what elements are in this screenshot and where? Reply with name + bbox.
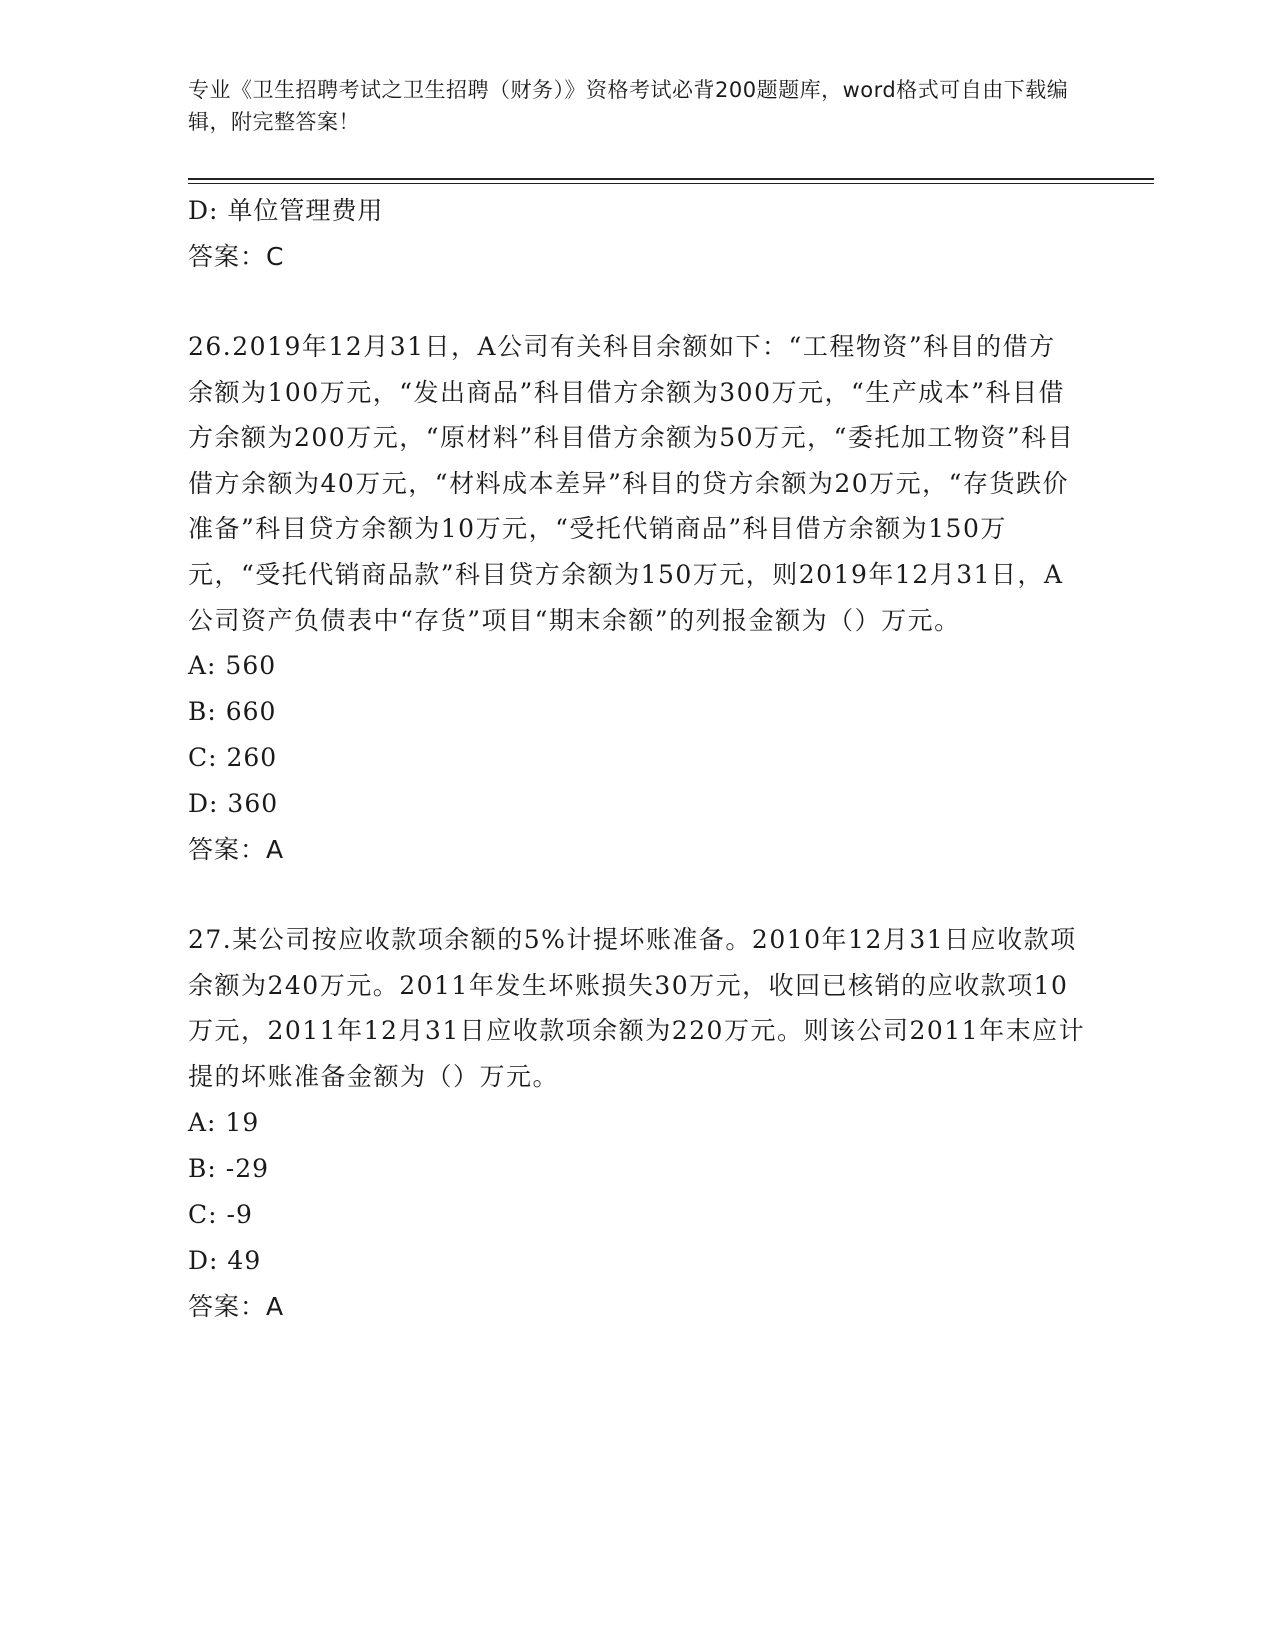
question-26-answer: 答案：A [188, 835, 285, 865]
question-27-text: 27.某公司按应收款项余额的5%计提坏账准备。2010年12月31日应收款项余额为240万元。2011年发生坏账损失30万元，收回已核销的应收款项10万元，2011年12月31日应收款项余额为220万元。则该公司2011年末应计提的坏账准备金额为（）万元。 [188, 925, 1086, 1091]
header-rule-thin [188, 183, 1154, 184]
question-27-option-b: B: -29 [188, 1153, 269, 1183]
question-26-option-d: D: 360 [188, 789, 279, 819]
answer: 答案：C [188, 242, 285, 271]
header-rule-thick [188, 178, 1154, 180]
question-27-option-a: A: 19 [188, 1107, 260, 1137]
question-26-option-a: A: 560 [188, 651, 277, 681]
question-27-option-d: D: 49 [188, 1245, 262, 1275]
question-26-option-b: B: 660 [188, 697, 277, 727]
question-27-option-c: C: -9 [188, 1199, 253, 1229]
page-header: 专业《卫生招聘考试之卫生招聘（财务）》资格考试必背200题题库，word格式可自由下载编辑，附完整答案！ [188, 78, 1069, 134]
question-26-text: 26.2019年12月31日，A公司有关科目余额如下：“工程物资”科目的借方余额为100万元，“发出商品”科目借方余额为300万元，“生产成本”科目借方余额为200万元，“原材料”科目借方余额为50万元，“委托加工物资”科目借方余额为40万元，“材料成本差异”科目的贷方余额为20万元，“存货跌价准备”科目贷方余额为10万元，“受托代销商品”科目借方余额为150万元，“受托代销商品款”科目贷方余额为150万元，则2019年12月31日，A公司资产负债表中“存货”项目“期末余额”的列报金额为（）万元。 [188, 332, 1075, 635]
question-content [188, 188, 1088, 1330]
question-27-answer: 答案：A [188, 1291, 285, 1321]
option-d: D: 单位管理费用 [188, 196, 384, 225]
question-26-option-c: C: 260 [188, 743, 278, 773]
